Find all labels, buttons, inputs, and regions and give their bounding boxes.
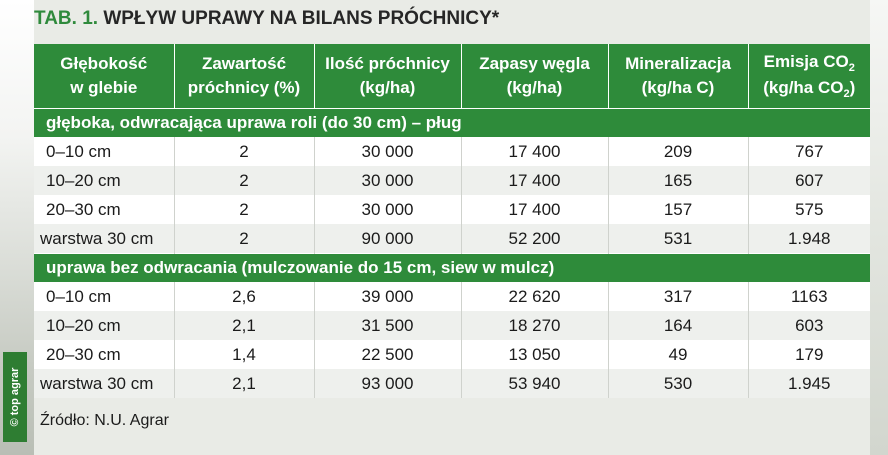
section-label: uprawa bez odwracania (mulczowanie do 15 cm, siew w mulcz) xyxy=(34,254,870,283)
cell-humus-amount: 30 000 xyxy=(314,137,461,166)
cell-humus-amount: 39 000 xyxy=(314,282,461,311)
cell-carbon-stock: 17 400 xyxy=(461,195,608,224)
cell-humus-content: 2 xyxy=(174,224,314,254)
cell-co2-emission: 767 xyxy=(748,137,870,166)
cell-mineralization: 164 xyxy=(608,311,748,340)
column-header-humus-amount xyxy=(314,44,461,109)
subscript: 2 xyxy=(843,88,850,100)
table-title-prefix: TAB. 1. xyxy=(34,8,99,29)
cell-co2-emission: 179 xyxy=(748,340,870,369)
cell-co2-emission: 575 xyxy=(748,195,870,224)
column-header-depth xyxy=(34,44,174,109)
cell-mineralization: 49 xyxy=(608,340,748,369)
cell-depth: 10–20 cm xyxy=(34,311,174,340)
cell-humus-content: 2 xyxy=(174,137,314,166)
column-header-line: Głębokość xyxy=(60,54,148,73)
cell-humus-content: 2 xyxy=(174,195,314,224)
cell-depth: 20–30 cm xyxy=(34,340,174,369)
column-header-line-end: ) xyxy=(849,78,856,97)
column-header-carbon-stock xyxy=(461,44,608,109)
cell-depth: 0–10 cm xyxy=(34,282,174,311)
cell-mineralization: 530 xyxy=(608,369,748,398)
cell-humus-content: 2 xyxy=(174,166,314,195)
cell-humus-amount: 90 000 xyxy=(314,224,461,254)
cell-carbon-stock: 53 940 xyxy=(461,369,608,398)
cell-carbon-stock: 13 050 xyxy=(461,340,608,369)
cell-mineralization: 157 xyxy=(608,195,748,224)
cell-humus-amount: 93 000 xyxy=(314,369,461,398)
column-header-line: próchnicy (%) xyxy=(187,78,301,97)
cell-humus-content: 1,4 xyxy=(174,340,314,369)
cell-co2-emission: 1.945 xyxy=(748,369,870,398)
column-header-line: Mineralizacja xyxy=(625,54,731,73)
cell-carbon-stock: 18 270 xyxy=(461,311,608,340)
cell-humus-content: 2,1 xyxy=(174,311,314,340)
cell-mineralization: 531 xyxy=(608,224,748,254)
table-row xyxy=(34,195,870,224)
column-header-line: w glebie xyxy=(70,78,138,97)
cell-carbon-stock: 52 200 xyxy=(461,224,608,254)
table-title xyxy=(34,8,499,34)
cell-depth: 20–30 cm xyxy=(34,195,174,224)
cell-humus-amount: 30 000 xyxy=(314,166,461,195)
column-header-line: Ilość próchnicy xyxy=(325,54,450,73)
table-row xyxy=(34,311,870,340)
cell-depth: warstwa 30 cm xyxy=(34,224,174,254)
subscript: 2 xyxy=(848,62,855,74)
section-header-no-till xyxy=(34,254,870,283)
cell-co2-emission: 607 xyxy=(748,166,870,195)
cell-co2-emission: 1163 xyxy=(748,282,870,311)
column-header-co2-emission xyxy=(748,44,870,109)
cell-humus-amount: 30 000 xyxy=(314,195,461,224)
cell-mineralization: 209 xyxy=(608,137,748,166)
section-header-plough xyxy=(34,109,870,138)
table-title-text: WPŁYW UPRAWY NA BILANS PRÓCHNICY* xyxy=(103,8,500,29)
table-row xyxy=(34,282,870,311)
background-right-edge xyxy=(870,0,888,455)
cell-carbon-stock: 17 400 xyxy=(461,137,608,166)
cell-depth: 0–10 cm xyxy=(34,137,174,166)
source-note: Źródło: N.U. Agrar xyxy=(40,412,169,429)
column-header-humus-content xyxy=(174,44,314,109)
table-row xyxy=(34,166,870,195)
photo-credit-text: © top agrar xyxy=(9,367,21,427)
cell-mineralization: 165 xyxy=(608,166,748,195)
table-header-row xyxy=(34,44,870,109)
column-header-line: (kg/ha) xyxy=(359,78,416,97)
table-row xyxy=(34,340,870,369)
cell-co2-emission: 1.948 xyxy=(748,224,870,254)
cell-depth: warstwa 30 cm xyxy=(34,369,174,398)
cell-humus-amount: 31 500 xyxy=(314,311,461,340)
column-header-mineralization xyxy=(608,44,748,109)
cell-depth: 10–20 cm xyxy=(34,166,174,195)
photo-credit-badge xyxy=(3,352,27,442)
column-header-line: (kg/ha) xyxy=(506,78,563,97)
cell-humus-content: 2,6 xyxy=(174,282,314,311)
column-header-line: Emisja CO xyxy=(763,52,849,71)
column-header-line: Zapasy węgla xyxy=(479,54,590,73)
column-header-line: (kg/ha C) xyxy=(641,78,715,97)
column-header-line: Zawartość xyxy=(201,54,287,73)
cell-mineralization: 317 xyxy=(608,282,748,311)
table-row xyxy=(34,137,870,166)
cell-co2-emission: 603 xyxy=(748,311,870,340)
cell-humus-content: 2,1 xyxy=(174,369,314,398)
humus-balance-table xyxy=(34,44,870,398)
table-row-total xyxy=(34,369,870,398)
cell-carbon-stock: 17 400 xyxy=(461,166,608,195)
cell-carbon-stock: 22 620 xyxy=(461,282,608,311)
column-header-line: (kg/ha CO xyxy=(763,78,844,97)
cell-humus-amount: 22 500 xyxy=(314,340,461,369)
section-label: głęboka, odwracająca uprawa roli (do 30 cm) – pług xyxy=(34,109,870,138)
table-row-total xyxy=(34,224,870,254)
